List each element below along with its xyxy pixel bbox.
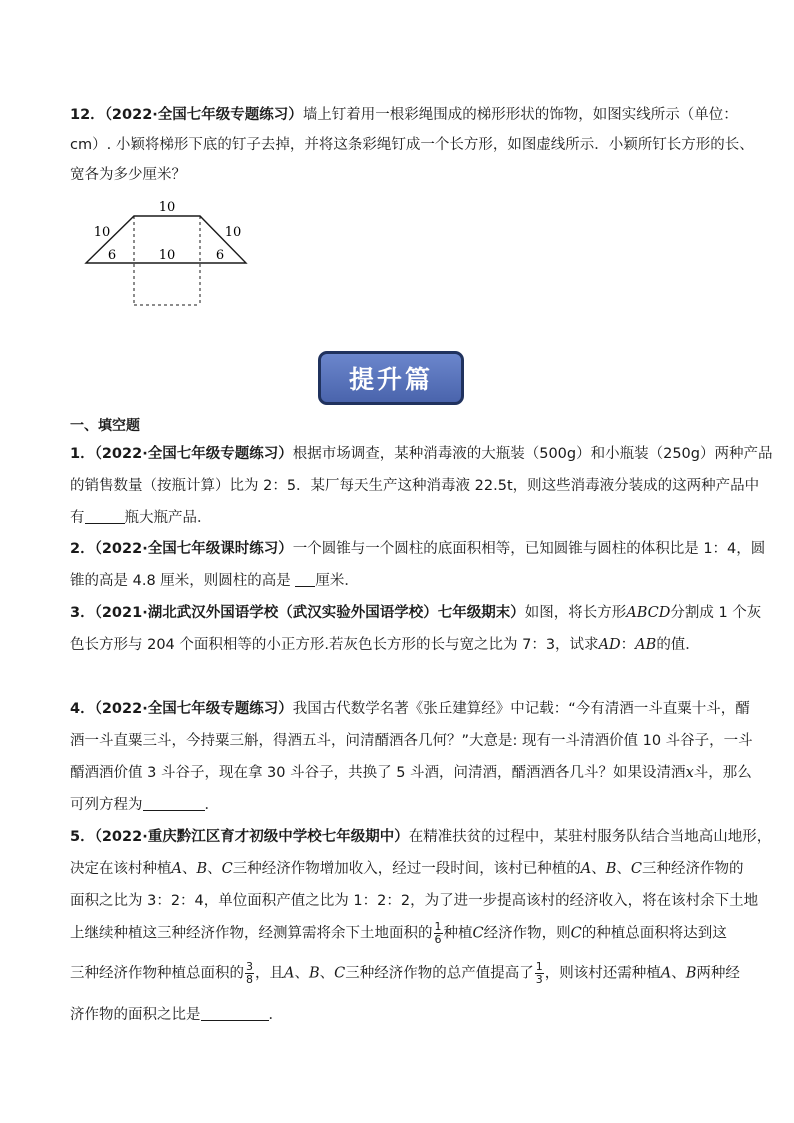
q5-text: ，且 xyxy=(255,965,284,982)
q5-answer-blank[interactable] xyxy=(201,1006,269,1021)
fraction-three-eighths xyxy=(245,961,254,986)
sep: 、 xyxy=(616,861,631,877)
q1-text: 的销售数量（按瓶计算）比为 2：5．某厂每天生产这种消毒液 22.5t，则这些消毒液分装成的这两种产品中 xyxy=(70,478,760,494)
var-c: C xyxy=(472,925,484,942)
q1-line-3 xyxy=(70,506,212,527)
sep: 、 xyxy=(294,965,309,982)
q4-text: 可列方程为 xyxy=(70,797,143,813)
q1-text: 根据市场调查，某种消毒液的大瓶装（500g）和小瓶装（250g）两种产品 xyxy=(292,446,773,462)
section-banner: 提升篇 xyxy=(318,351,464,405)
q5-line-5 xyxy=(70,961,740,986)
denominator: 6 xyxy=(434,933,442,946)
var-c: C xyxy=(334,965,346,982)
section-heading: 一、填空题 xyxy=(70,418,140,434)
q4-text: ． xyxy=(204,797,219,813)
sep: 、 xyxy=(591,861,606,877)
label-left: 10 xyxy=(93,225,111,240)
var-a: A xyxy=(171,861,182,877)
q5-text: 经济作物，则 xyxy=(483,925,571,942)
q12-line-1 xyxy=(70,103,738,124)
q4-line-4 xyxy=(70,793,219,814)
q12-line-2 xyxy=(70,133,754,154)
q5-text: 决定在该村种植 xyxy=(70,861,172,877)
q5-line-2 xyxy=(70,857,744,878)
q5-text: 三种经济作物增加收入，经过一段时间，该村已种植的 xyxy=(232,861,581,877)
numerator: 3 xyxy=(246,960,253,973)
var-a: A xyxy=(284,965,295,982)
q5-text: 的种植总面积将达到这 xyxy=(581,925,727,942)
var-a: A xyxy=(660,965,672,982)
q5-text: ，则该村还需种植 xyxy=(544,965,661,982)
label-bottom-middle: 10 xyxy=(158,248,176,263)
q5-text: ． xyxy=(268,1007,283,1023)
q1-line-2 xyxy=(70,474,759,495)
fraction-one-sixth xyxy=(434,921,443,946)
q5-text: 面积之比为 3：2：4，单位面积产值之比为 1：2：2，为了进一步提高该村的经济收入，将在该村余下土地 xyxy=(70,893,759,909)
q12-text: 宽各为多少厘米？ xyxy=(70,167,186,183)
trapezoid-figure xyxy=(80,195,260,310)
q5-line-6 xyxy=(70,1003,283,1024)
denominator: 3 xyxy=(535,973,543,986)
q12-text: 墙上钉着用一根彩绳围成的梯形形状的饰物，如图实线所示（单位： xyxy=(302,107,738,123)
q3-source: （2021·湖北武汉外国语学校（武汉实验外国语学校）七年级期末） xyxy=(94,605,525,621)
q12-line-3 xyxy=(70,163,186,184)
sep: 、 xyxy=(319,965,335,982)
q1-source: （2022·全国七年级专题练习） xyxy=(94,446,293,462)
q3-colon: ： xyxy=(620,637,636,653)
q4-text: 醑酒酒价值 3 斗谷子，现在拿 30 斗谷子，共换了 5 斗酒，问清酒，醑酒酒各几斗？如果设清酒 xyxy=(70,765,686,781)
q5-text: 济作物的面积之比是 xyxy=(70,1007,201,1023)
q2-text: 锥的高是 4.8 厘米，则圆柱的高是 xyxy=(70,573,291,589)
q2-line-2 xyxy=(70,569,359,590)
q1-number: 1． xyxy=(70,446,95,462)
sep: 、 xyxy=(207,861,222,877)
sep: 、 xyxy=(671,965,686,982)
q5-text: 种植 xyxy=(443,925,473,942)
q2-answer-blank[interactable] xyxy=(295,572,315,587)
q2-text: 一个圆锥与一个圆柱的底面积相等，已知圆锥与圆柱的体积比是 1：4，圆 xyxy=(292,541,766,557)
q1-text: 瓶大瓶产品． xyxy=(124,510,212,526)
label-top: 10 xyxy=(158,200,176,215)
q2-source: （2022·全国七年级课时练习） xyxy=(94,541,293,557)
q5-text: 三种经济作物种植总面积的 xyxy=(70,965,244,982)
q4-line-1 xyxy=(70,697,750,718)
q4-text: 斗，那么 xyxy=(693,765,752,781)
var-b: B xyxy=(308,965,320,982)
var-b: B xyxy=(605,861,617,877)
q4-line-2 xyxy=(70,729,753,750)
var-c: C xyxy=(570,925,582,942)
q4-source: （2022·全国七年级专题练习） xyxy=(94,701,293,717)
q5-text: 三种经济作物的总产值提高了 xyxy=(345,965,534,982)
q4-text: 我国古代数学名著《张丘建算经》中记载：“今有清酒一斗直粟十斗，醑 xyxy=(292,701,750,717)
var-c: C xyxy=(630,861,642,877)
q3-ad: AD xyxy=(598,637,621,653)
q3-abcd: ABCD xyxy=(626,605,671,621)
q3-number: 3． xyxy=(70,605,95,621)
denominator: 8 xyxy=(246,973,253,986)
q1-text: 有 xyxy=(70,510,85,526)
q4-text: 酒一斗直粟三斗，今持粟三斛，得酒五斗，问清醑酒各几何？”大意是: 现有一斗清酒价值 10 斗谷子，一斗 xyxy=(70,733,753,749)
q5-number: 5． xyxy=(70,829,95,845)
q4-line-3 xyxy=(70,761,752,782)
q5-text: 三种经济作物的 xyxy=(642,861,744,877)
var-c: C xyxy=(221,861,233,877)
q3-text: 如图，将长方形 xyxy=(524,605,627,621)
q2-number: 2． xyxy=(70,541,95,557)
q5-text: 在精准扶贫的过程中，某驻村服务队结合当地高山地形， xyxy=(408,829,772,845)
q4-x: x xyxy=(685,765,694,781)
label-right: 10 xyxy=(224,225,242,240)
var-a: A xyxy=(580,861,592,877)
q2-line-1 xyxy=(70,537,765,558)
q12-number: 12． xyxy=(70,107,105,123)
q12-text: cm）. 小颖将梯形下底的钉子去掉，并将这条彩绳钉成一个长方形，如图虚线所示．小颖所钉长方形的长、 xyxy=(70,137,754,153)
q4-number: 4． xyxy=(70,701,95,717)
q1-line-1 xyxy=(70,442,772,463)
label-bottom-left: 6 xyxy=(107,248,117,263)
q5-text: 上继续种植这三种经济作物，经测算需将余下土地面积的 xyxy=(70,925,433,942)
q2-text: 厘米． xyxy=(315,573,359,589)
sep: 、 xyxy=(181,861,197,877)
q3-text: 分割成 1 个灰 xyxy=(670,605,762,621)
q1-answer-blank[interactable] xyxy=(85,509,125,524)
q12-source: （2022·全国七年级专题练习） xyxy=(104,107,303,123)
q3-text: 的值． xyxy=(656,637,700,653)
q3-text: 色长方形与 204 个面积相等的小正方形.若灰色长方形的长与宽之比为 7：3，试求 xyxy=(70,637,599,653)
q3-ab: AB xyxy=(635,637,657,653)
q3-line-2 xyxy=(70,633,700,654)
q5-line-1 xyxy=(70,825,771,846)
label-bottom-right: 6 xyxy=(215,248,225,263)
q5-source: （2022·重庆黔江区育才初级中学校七年级期中） xyxy=(94,829,409,845)
q3-line-1 xyxy=(70,601,761,622)
numerator: 1 xyxy=(434,920,442,933)
numerator: 1 xyxy=(535,960,543,973)
fraction-one-third xyxy=(535,961,544,986)
q4-answer-blank[interactable] xyxy=(143,796,205,811)
q5-text: 两种经 xyxy=(696,965,740,982)
q5-line-3 xyxy=(70,889,758,910)
var-b: B xyxy=(196,861,208,877)
var-b: B xyxy=(685,965,697,982)
q5-line-4 xyxy=(70,921,727,946)
